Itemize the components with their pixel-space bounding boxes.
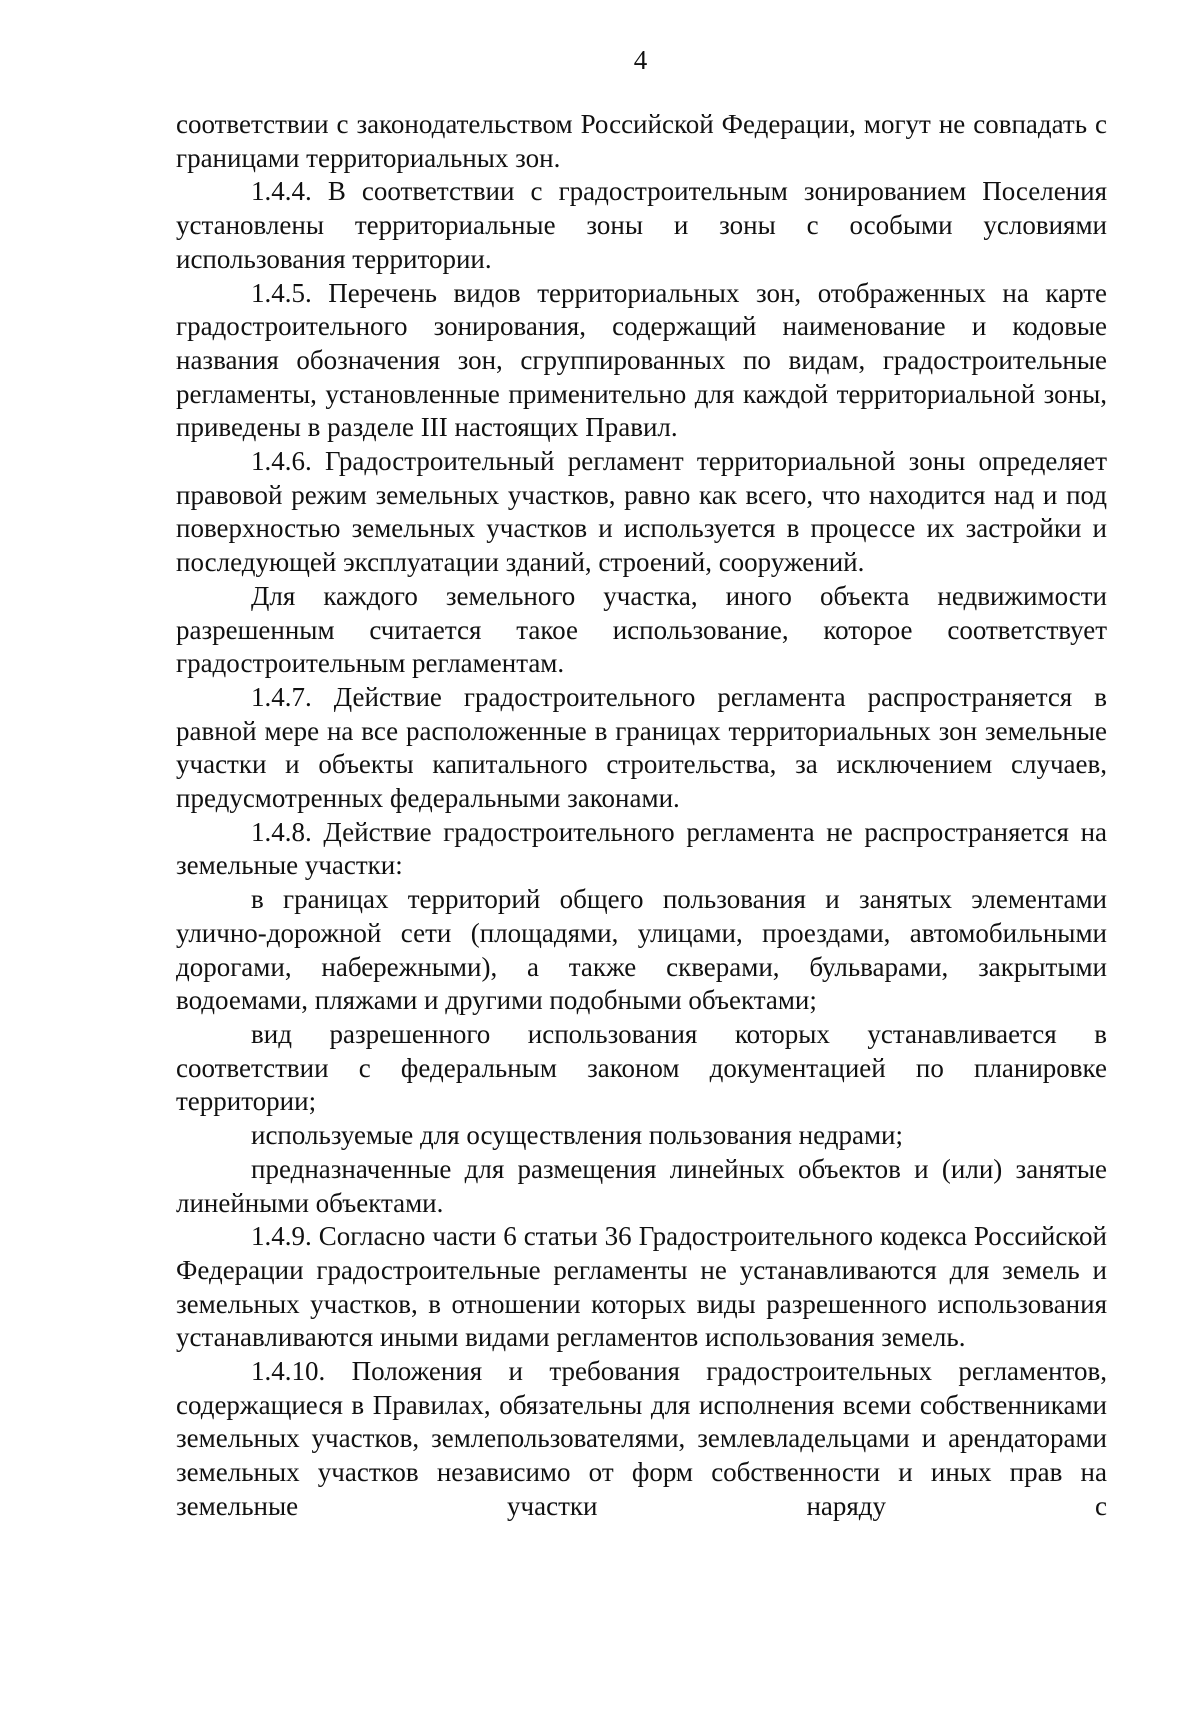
paragraph-1-4-8: 1.4.8. Действие градостроительного регламента не распространяется на земельные участки: xyxy=(176,816,1107,881)
paragraph-continuation: соответствии с законодательством Российской Федерации, могут не совпадать с границами территориальных зон. xyxy=(176,109,1107,173)
paragraph-1-4-10: 1.4.10. Положения и требования градостроительных регламентов, содержащиеся в Правилах, обязательны для исполнения всеми собственниками земельных участков, землепользователями, землевладельцами и арендаторами земельных участков независимо от форм собственности и иных прав на земельные участки наряду с xyxy=(176,1356,1107,1521)
list-item-linear-objects: предназначенные для размещения линейных объектов и (или) занятые линейными объектами. xyxy=(176,1153,1107,1218)
body-text xyxy=(176,108,1107,1524)
page-number: 4 xyxy=(633,45,648,75)
list-item-subsoil: используемые для осуществления пользования недрами; xyxy=(251,1120,903,1151)
paragraph-1-4-9: 1.4.9. Согласно части 6 статьи 36 Градостроительного кодекса Российской Федерации градостроительные регламенты не устанавливаются для земель и земельных участков, в отношении которых виды разрешенного использования устанавливаются иными видами регламентов использования земель. xyxy=(176,1221,1107,1353)
list-item-common-use: в границах территорий общего пользования и занятых элементами улично-дорожной сети (площадями, улицами, проездами, автомобильными дорогами, набережными), а также скверами, бульварами, закрытыми водоемами, пляжами и другими подобными объектами; xyxy=(176,884,1107,1016)
paragraph-1-4-6: 1.4.6. Градостроительный регламент территориальной зоны определяет правовой режим земельных участков, равно как всего, что находится над и под поверхностью земельных участков и используется в процессе их застройки и последующей эксплуатации зданий, строений, сооружений. xyxy=(176,446,1107,578)
list-item-planning-docs: вид разрешенного использования которых устанавливается в соответствии с федеральным законом документацией по планировке территории; xyxy=(176,1018,1107,1117)
paragraph-1-4-6-note: Для каждого земельного участка, иного объекта недвижимости разрешенным считается такое использование, которое соответствует градостроительным регламентам. xyxy=(176,580,1107,679)
paragraph-1-4-7: 1.4.7. Действие градостроительного регламента распространяется в равной мере на все расположенные в границах территориальных зон земельные участки и объекты капитального строительства, за исключением случаев, предусмотренных федеральными законами. xyxy=(176,681,1107,814)
paragraph-1-4-4: 1.4.4. В соответствии с градостроительным зонированием Поселения установлены территориальные зоны и зоны с особыми условиями использования территории. xyxy=(176,176,1107,274)
paragraph-1-4-5: 1.4.5. Перечень видов территориальных зон, отображенных на карте градостроительного зонирования, содержащий наименование и кодовые названия обозначения зон, сгруппированных по видам, градостроительные регламенты, установленные применительно для каждой территориальной зоны, приведены в разделе III настоящих Правил. xyxy=(176,277,1107,443)
